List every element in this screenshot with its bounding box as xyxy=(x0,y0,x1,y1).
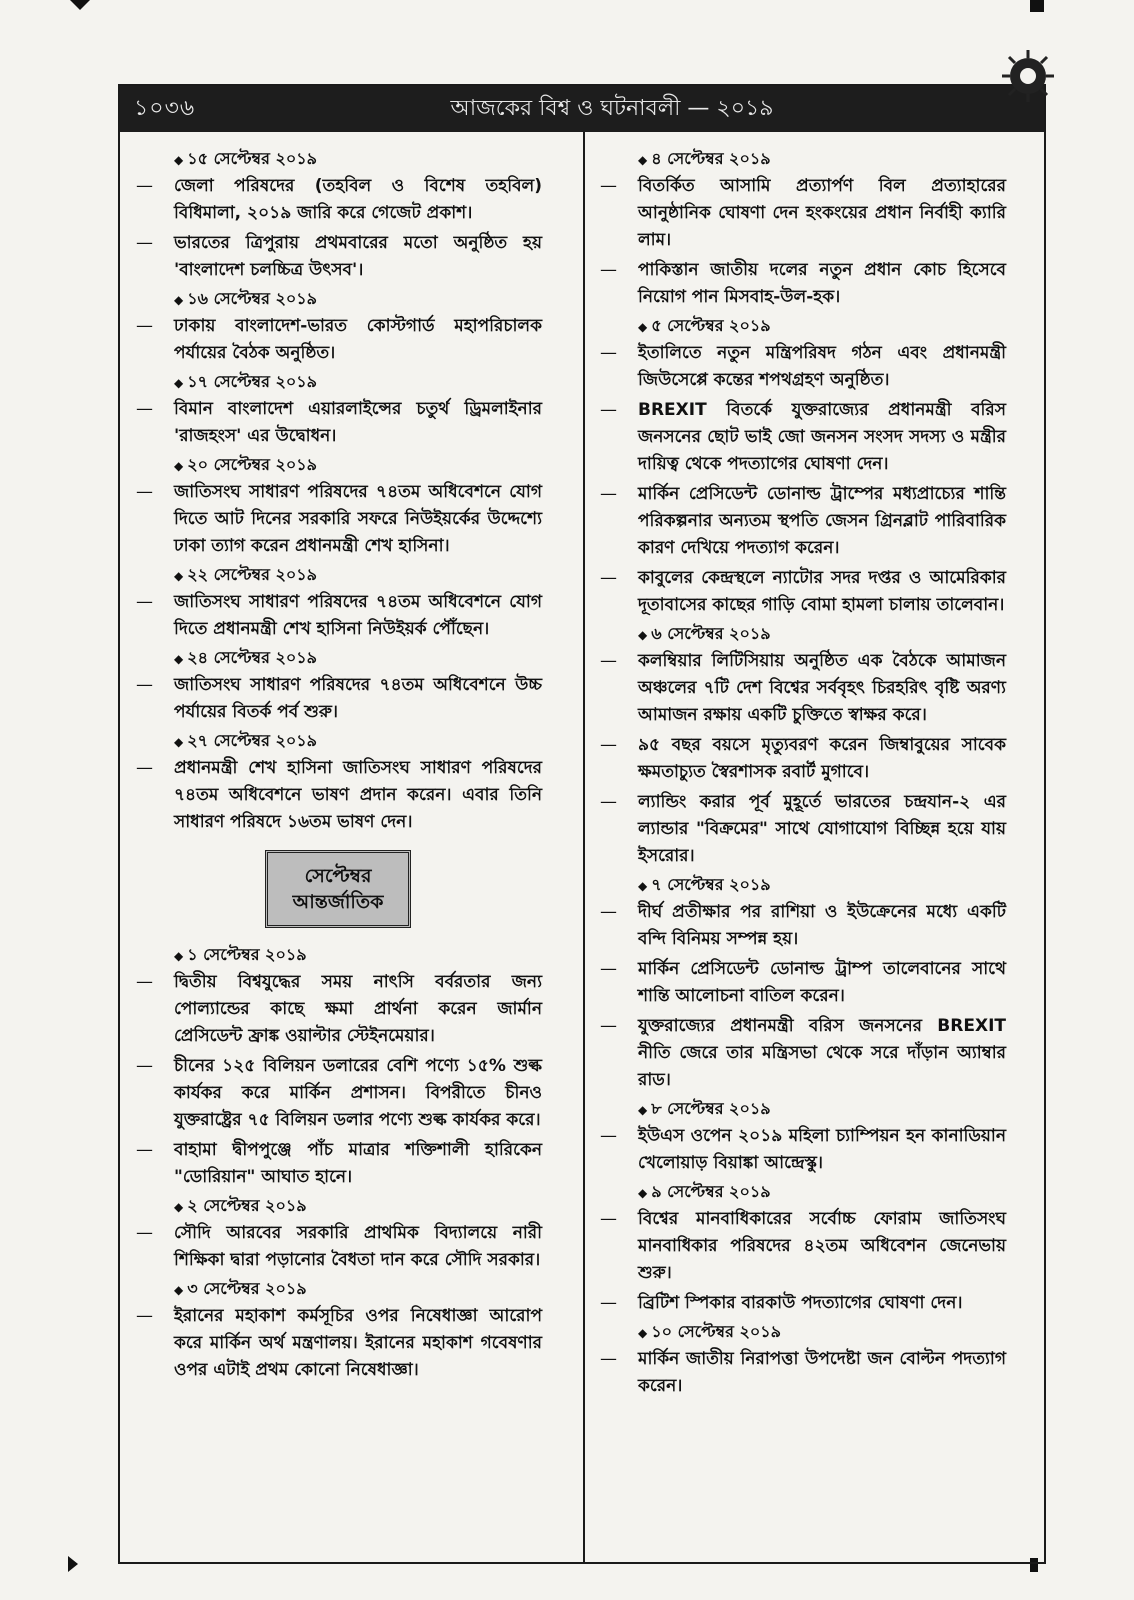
date-heading xyxy=(174,564,542,587)
bullet-diamond-icon: ◆ xyxy=(174,569,184,583)
date-heading xyxy=(174,944,542,967)
news-item xyxy=(598,257,1006,311)
news-item xyxy=(134,1303,542,1384)
news-item-text: বিতর্কিত আসামি প্রত্যার্পণ বিল প্রত্যাহারের আনুষ্ঠানিক ঘোষণা দেন হংকংয়ের প্রধান নির্বাহী ক্যারি লাম। xyxy=(638,176,1006,250)
news-item-text: জাতিসংঘ সাধারণ পরিষদের ৭৪তম অধিবেশনে যোগ দিতে প্রধানমন্ত্রী শেখ হাসিনা নিউইয়র্ক পৌঁছেন। xyxy=(174,592,542,639)
right-column xyxy=(598,144,1006,1403)
dash-marker-icon: — xyxy=(136,482,153,502)
bullet-diamond-icon: ◆ xyxy=(638,879,648,893)
dash-marker-icon: — xyxy=(136,399,153,419)
news-item xyxy=(134,672,542,726)
news-item-text: ইউএস ওপেন ২০১৯ মহিলা চ্যাম্পিয়ন হন কানাডিয়ান খেলোয়াড় বিয়াঙ্কা আন্দ্রেস্কু। xyxy=(638,1126,1006,1173)
date-text: ৮ সেপ্টেম্বর ২০১৯ xyxy=(651,1099,771,1118)
page-number: ১০৩৬ xyxy=(134,95,196,121)
date-heading xyxy=(638,315,1006,338)
date-heading xyxy=(174,1278,542,1301)
news-item xyxy=(134,589,542,643)
date-heading xyxy=(174,730,542,753)
bullet-diamond-icon: ◆ xyxy=(638,320,648,334)
news-item-text: বাহামা দ্বীপপুঞ্জে পাঁচ মাত্রার শক্তিশালী হারিকেন "ডোরিয়ান" আঘাত হানে। xyxy=(174,1140,542,1187)
news-item-text: ল্যান্ডিং করার পূর্ব মুহূর্তে ভারতের চন্দ্রযান-২ এর ল্যান্ডার "বিক্রমের" সাথে যোগাযোগ বিচ্ছিন্ন হয়ে যায় ইসরোর। xyxy=(638,792,1006,866)
dash-marker-icon: — xyxy=(600,400,617,420)
news-item xyxy=(134,173,542,227)
bullet-diamond-icon: ◆ xyxy=(638,628,648,642)
dash-marker-icon: — xyxy=(136,316,153,336)
news-item xyxy=(134,396,542,450)
scan-corner-mark xyxy=(1030,0,1044,12)
scan-corner-mark xyxy=(70,0,90,10)
date-heading xyxy=(638,148,1006,171)
bullet-diamond-icon: ◆ xyxy=(638,1186,648,1200)
dash-marker-icon: — xyxy=(600,902,617,922)
news-item-text: চীনের ১২৫ বিলিয়ন ডলারের বেশি পণ্যে ১৫% শুল্ক কার্যকর করে মার্কিন প্রশাসন। বিপরীতে চীনও যুক্তরাষ্ট্রের ৭৫ বিলিয়ন ডলার পণ্যে শুল্ক কার্যকর করে। xyxy=(174,1056,542,1130)
news-item-text: দ্বিতীয় বিশ্বযুদ্ধের সময় নাৎসি বর্বরতার জন্য পোল্যান্ডের কাছে ক্ষমা প্রার্থনা করেন জার্মান প্রেসিডেন্ট ফ্রাঙ্ক ওয়াল্টার স্টেইনমেয়ার। xyxy=(174,972,542,1046)
bullet-diamond-icon: ◆ xyxy=(638,1326,648,1340)
dash-marker-icon: — xyxy=(600,568,617,588)
dash-marker-icon: — xyxy=(136,675,153,695)
date-heading xyxy=(638,874,1006,897)
date-text: ২৭ সেপ্টেম্বর ২০১৯ xyxy=(187,731,318,750)
news-item-text: জাতিসংঘ সাধারণ পরিষদের ৭৪তম অধিবেশনে যোগ দিতে আট দিনের সরকারি সফরে নিউইয়র্কের উদ্দেশ্যে ঢাকা ত্যাগ করেন প্রধানমন্ত্রী শেখ হাসিনা। xyxy=(174,482,542,556)
news-item xyxy=(134,230,542,284)
section-stamp-line: আন্তর্জাতিক xyxy=(292,891,384,913)
dash-marker-icon: — xyxy=(600,1293,617,1313)
dash-marker-icon: — xyxy=(600,1349,617,1369)
dash-marker-icon: — xyxy=(136,1140,153,1160)
date-text: ১০ সেপ্টেম্বর ২০১৯ xyxy=(651,1322,782,1341)
news-item-text: ইরানের মহাকাশ কর্মসূচির ওপর নিষেধাজ্ঞা আরোপ করে মার্কিন অর্থ মন্ত্রণালয়। ইরানের মহাকাশ গবেষণার ওপর এটাই প্রথম কোনো নিষেধাজ্ঞা। xyxy=(174,1306,542,1380)
dash-marker-icon: — xyxy=(600,176,617,196)
date-text: ৪ সেপ্টেম্বর ২০১৯ xyxy=(651,149,771,168)
bullet-diamond-icon: ◆ xyxy=(174,735,184,749)
bullet-diamond-icon: ◆ xyxy=(174,1200,184,1214)
news-item-text: ভারতের ত্রিপুরায় প্রথমবারের মতো অনুষ্ঠিত হয় 'বাংলাদেশ চলচ্চিত্র উৎসব'। xyxy=(174,233,542,280)
date-heading xyxy=(174,148,542,171)
dash-marker-icon: — xyxy=(136,758,153,778)
news-item-text: মার্কিন প্রেসিডেন্ট ডোনাল্ড ট্রাম্প তালেবানের সাথে শান্তি আলোচনা বাতিল করেন। xyxy=(638,959,1006,1006)
dash-marker-icon: — xyxy=(136,233,153,253)
date-heading xyxy=(174,647,542,670)
date-heading xyxy=(638,623,1006,646)
news-item-text: জেলা পরিষদের (তহবিল ও বিশেষ তহবিল) বিধিমালা, ২০১৯ জারি করে গেজেট প্রকাশ। xyxy=(174,176,542,223)
dash-marker-icon: — xyxy=(600,1209,617,1229)
news-item xyxy=(134,755,542,836)
news-item xyxy=(598,1123,1006,1177)
date-text: ৩ সেপ্টেম্বর ২০১৯ xyxy=(187,1279,307,1298)
news-item xyxy=(598,899,1006,953)
scan-corner-mark xyxy=(68,1556,78,1572)
date-heading xyxy=(638,1321,1006,1344)
column-divider xyxy=(583,132,585,1564)
dash-marker-icon: — xyxy=(136,972,153,992)
dash-marker-icon: — xyxy=(136,1056,153,1076)
date-text: ২৪ সেপ্টেম্বর ২০১৯ xyxy=(187,648,318,667)
date-heading xyxy=(174,371,542,394)
dash-marker-icon: — xyxy=(600,260,617,280)
news-item xyxy=(598,956,1006,1010)
page-title: আজকের বিশ্ব ও ঘটনাবলী — ২০১৯ xyxy=(450,95,774,121)
date-text: ৫ সেপ্টেম্বর ২০১৯ xyxy=(651,316,771,335)
bullet-diamond-icon: ◆ xyxy=(174,153,184,167)
news-item-text: মার্কিন জাতীয় নিরাপত্তা উপদেষ্টা জন বোল্টন পদত্যাগ করেন। xyxy=(638,1349,1006,1396)
dash-marker-icon: — xyxy=(600,1126,617,1146)
date-heading xyxy=(174,454,542,477)
date-text: ৬ সেপ্টেম্বর ২০১৯ xyxy=(651,624,771,643)
news-item xyxy=(134,479,542,560)
dash-marker-icon: — xyxy=(600,1016,617,1036)
news-item xyxy=(134,969,542,1050)
dash-marker-icon: — xyxy=(600,484,617,504)
news-item-text: ৯৫ বছর বয়সে মৃত্যুবরণ করেন জিম্বাবুয়ের সাবেক ক্ষমতাচ্যুত স্বৈরশাসক রবার্ট মুগাবে। xyxy=(638,735,1006,782)
dash-marker-icon: — xyxy=(136,1306,153,1326)
dash-marker-icon: — xyxy=(600,735,617,755)
news-item-text: ইতালিতে নতুন মন্ত্রিপরিষদ গঠন এবং প্রধানমন্ত্রী জিউসেপ্পে কন্তের শপথগ্রহণ অনুষ্ঠিত। xyxy=(638,343,1006,390)
news-item xyxy=(134,1220,542,1274)
news-item xyxy=(598,732,1006,786)
news-item xyxy=(134,1053,542,1134)
page-header xyxy=(120,86,1044,132)
news-item-text: পাকিস্তান জাতীয় দলের নতুন প্রধান কোচ হিসেবে নিয়োগ পান মিসবাহ-উল-হক। xyxy=(638,260,1006,307)
bullet-diamond-icon: ◆ xyxy=(174,949,184,963)
bullet-diamond-icon: ◆ xyxy=(174,293,184,307)
date-heading xyxy=(638,1098,1006,1121)
news-item-text: BREXIT বিতর্কে যুক্তরাজ্যের প্রধানমন্ত্রী বরিস জনসনের ছোট ভাই জো জনসন সংসদ সদস্য ও মন্ত্রীর দায়িত্ব থেকে পদত্যাগের ঘোষণা দেন। xyxy=(638,400,1006,474)
news-item xyxy=(598,789,1006,870)
news-item-text: বিশ্বের মানবাধিকারের সর্বোচ্চ ফোরাম জাতিসংঘ মানবাধিকার পরিষদের ৪২তম অধিবেশন জেনেভায় শুরু। xyxy=(638,1209,1006,1283)
bullet-diamond-icon: ◆ xyxy=(174,376,184,390)
bullet-diamond-icon: ◆ xyxy=(174,1283,184,1297)
date-text: ১৭ সেপ্টেম্বর ২০১৯ xyxy=(187,372,318,391)
news-item-text: কাবুলের কেন্দ্রস্থলে ন্যাটোর সদর দপ্তর ও আমেরিকার দূতাবাসের কাছের গাড়ি বোমা হামলা চালায় তালেবান। xyxy=(638,568,1006,615)
dash-marker-icon: — xyxy=(600,651,617,671)
news-item xyxy=(598,481,1006,562)
news-item-text: কলম্বিয়ার লিটিসিয়ায় অনুষ্ঠিত এক বৈঠকে আমাজন অঞ্চলের ৭টি দেশ বিশ্বের সর্ববৃহৎ চিরহরিৎ বৃষ্টি অরণ্য আমাজন রক্ষায় একটি চুক্তিতে স্বাক্ষর করে। xyxy=(638,651,1006,725)
news-item xyxy=(598,1206,1006,1287)
section-stamp-line: সেপ্টেম্বর xyxy=(304,865,372,887)
news-item xyxy=(598,1013,1006,1094)
dash-marker-icon: — xyxy=(600,959,617,979)
left-column xyxy=(134,144,542,1387)
bullet-diamond-icon: ◆ xyxy=(174,652,184,666)
news-item xyxy=(598,648,1006,729)
dash-marker-icon: — xyxy=(136,176,153,196)
news-item-text: ঢাকায় বাংলাদেশ-ভারত কোস্টগার্ড মহাপরিচালক পর্যায়ের বৈঠক অনুষ্ঠিত। xyxy=(174,316,542,363)
date-text: ২০ সেপ্টেম্বর ২০১৯ xyxy=(187,455,318,474)
date-text: ১ সেপ্টেম্বর ২০১৯ xyxy=(187,945,307,964)
publisher-logo-icon xyxy=(998,46,1058,106)
news-item-text: ব্রিটিশ স্পিকার বারকাউ পদত্যাগের ঘোষণা দেন। xyxy=(638,1293,963,1313)
news-item xyxy=(598,397,1006,478)
news-item-text: জাতিসংঘ সাধারণ পরিষদের ৭৪তম অধিবেশনে উচ্চ পর্যায়ের বিতর্ক পর্ব শুরু। xyxy=(174,675,542,722)
dash-marker-icon: — xyxy=(600,792,617,812)
news-item xyxy=(598,340,1006,394)
news-item xyxy=(598,173,1006,254)
date-text: ১৬ সেপ্টেম্বর ২০১৯ xyxy=(187,289,318,308)
news-item-text: দীর্ঘ প্রতীক্ষার পর রাশিয়া ও ইউক্রেনের মধ্যে একটি বন্দি বিনিময় সম্পন্ন হয়। xyxy=(638,902,1006,949)
news-item-text: সৌদি আরবের সরকারি প্রাথমিক বিদ্যালয়ে নারী শিক্ষিকা দ্বারা পড়ানোর বৈধতা দান করে সৌদি সরকার। xyxy=(174,1223,542,1270)
date-heading xyxy=(174,288,542,311)
dash-marker-icon: — xyxy=(600,343,617,363)
bullet-diamond-icon: ◆ xyxy=(174,459,184,473)
date-text: ২ সেপ্টেম্বর ২০১৯ xyxy=(187,1196,307,1215)
news-item xyxy=(598,1290,1006,1317)
news-item xyxy=(598,1346,1006,1400)
section-stamp xyxy=(265,850,411,928)
date-text: ৭ সেপ্টেম্বর ২০১৯ xyxy=(651,875,771,894)
book-page xyxy=(118,84,1046,1564)
date-heading xyxy=(638,1181,1006,1204)
news-item-text: মার্কিন প্রেসিডেন্ট ডোনাল্ড ট্রাম্পের মধ্যপ্রাচ্যের শান্তি পরিকল্পনার অন্যতম স্থপতি জেসন গ্রিনব্লাট পারিবারিক কারণ দেখিয়ে পদত্যাগ করেন। xyxy=(638,484,1006,558)
date-heading xyxy=(174,1195,542,1218)
news-item-text: বিমান বাংলাদেশ এয়ারলাইন্সের চতুর্থ ড্রিমলাইনার 'রাজহংস' এর উদ্বোধন। xyxy=(174,399,542,446)
news-item xyxy=(598,565,1006,619)
date-text: ১৫ সেপ্টেম্বর ২০১৯ xyxy=(187,149,318,168)
news-item-text: প্রধানমন্ত্রী শেখ হাসিনা জাতিসংঘ সাধারণ পরিষদের ৭৪তম অধিবেশনে ভাষণ প্রদান করেন। এবার তিনি সাধারণ পরিষদে ১৬তম ভাষণ দেন। xyxy=(174,758,542,832)
dash-marker-icon: — xyxy=(136,1223,153,1243)
dash-marker-icon: — xyxy=(136,592,153,612)
news-item xyxy=(134,313,542,367)
date-text: ২২ সেপ্টেম্বর ২০১৯ xyxy=(187,565,318,584)
news-item xyxy=(134,1137,542,1191)
bullet-diamond-icon: ◆ xyxy=(638,1103,648,1117)
bullet-diamond-icon: ◆ xyxy=(638,153,648,167)
news-item-text: যুক্তরাজ্যের প্রধানমন্ত্রী বরিস জনসনের BREXIT নীতি জেরে তার মন্ত্রিসভা থেকে সরে দাঁড়ান অ্যাম্বার রাড। xyxy=(638,1016,1006,1090)
date-text: ৯ সেপ্টেম্বর ২০১৯ xyxy=(651,1182,771,1201)
